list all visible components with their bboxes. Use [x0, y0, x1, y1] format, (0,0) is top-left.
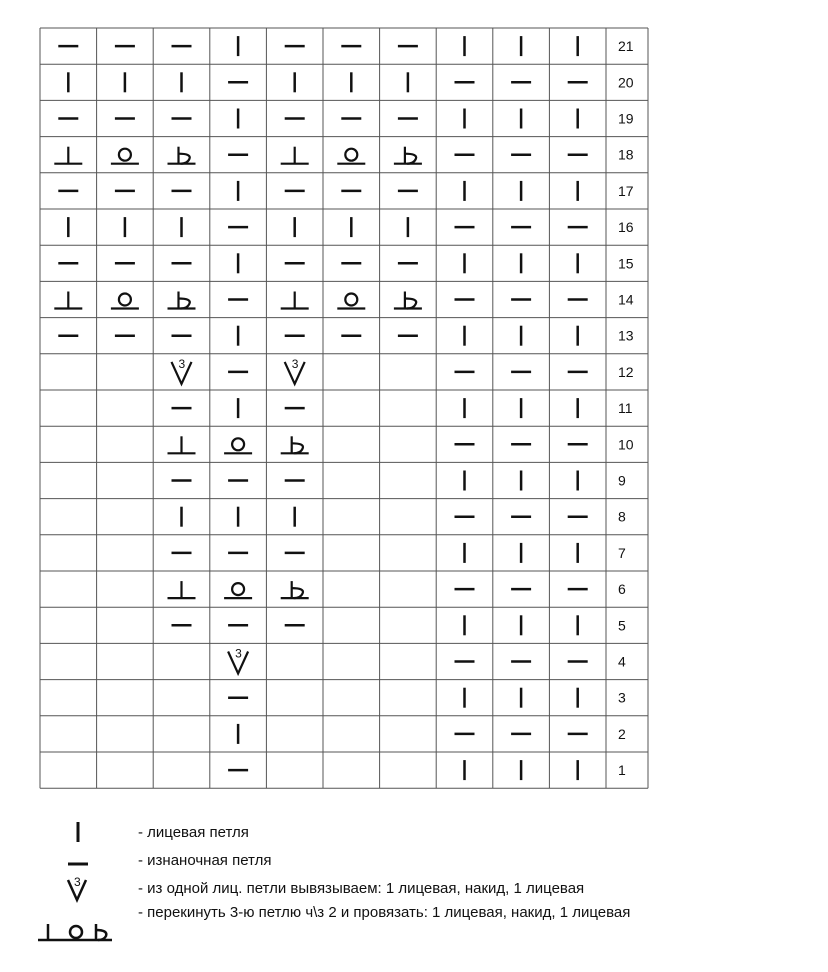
cross-yarnover-mark: [232, 438, 244, 450]
legend-row-cross: [30, 902, 820, 952]
knit-symbol-icon: [30, 818, 130, 848]
increase-v3-superscript: 3: [291, 356, 299, 371]
row-number: 14: [618, 291, 634, 308]
row-number: 8: [618, 508, 626, 525]
row-number: 1: [618, 762, 626, 779]
row-number: 7: [618, 544, 626, 561]
cross-hook-mark: [179, 299, 190, 309]
increase-v3-superscript: 3: [178, 356, 186, 371]
purl-symbol-icon: [30, 846, 130, 876]
legend-row-v3: [30, 874, 820, 904]
row-number: 5: [618, 617, 626, 634]
legend-text-purl: - изнаночная петля: [138, 852, 272, 869]
row-number: 19: [618, 110, 634, 127]
cross-yarnover-mark: [345, 294, 357, 306]
row-number: 4: [618, 653, 626, 670]
row-number: 21: [618, 38, 634, 55]
row-number: 12: [618, 363, 634, 380]
row-number: 13: [618, 327, 634, 344]
cross-hook-mark: [292, 588, 303, 598]
v3-superscript: 3: [74, 875, 81, 889]
legend-text-knit: - лицевая петля: [138, 824, 249, 841]
legend-row-knit: [30, 818, 820, 848]
cross-group-symbol-icon: [30, 902, 130, 952]
row-number: 10: [618, 436, 634, 453]
cross-hook-mark: [405, 299, 416, 309]
cross-hook-mark: [292, 443, 303, 453]
row-number: 20: [618, 74, 634, 91]
row-number: 6: [618, 581, 626, 598]
increase-v3-symbol-icon: [30, 874, 130, 904]
row-number: 16: [618, 219, 634, 236]
row-number: 11: [618, 400, 633, 417]
cross-yarnover-mark: [232, 583, 244, 595]
row-number: 2: [618, 725, 626, 742]
row-number: 9: [618, 472, 626, 489]
legend-text-v3: - из одной лиц. петли вывязываем: 1 лицевая, накид, 1 лицевая: [138, 880, 585, 897]
row-number: 18: [618, 146, 634, 163]
legend-row-purl: [30, 846, 820, 876]
cross-yarnover-mark: [119, 149, 131, 161]
cross-hook-mark: [179, 154, 190, 164]
cross-yarnover-mark: [119, 294, 131, 306]
cross-yarnover-mark: [345, 149, 357, 161]
increase-v3-superscript: 3: [235, 646, 242, 661]
row-number: 17: [618, 182, 634, 199]
row-number: 3: [618, 689, 626, 706]
legend-text-cross: - перекинуть 3-ю петлю ч\з 2 и провязать: 1 лицевая, накид, 1 лицевая: [138, 904, 631, 921]
cross-hook-mark: [405, 154, 416, 164]
row-number: 15: [618, 255, 634, 272]
